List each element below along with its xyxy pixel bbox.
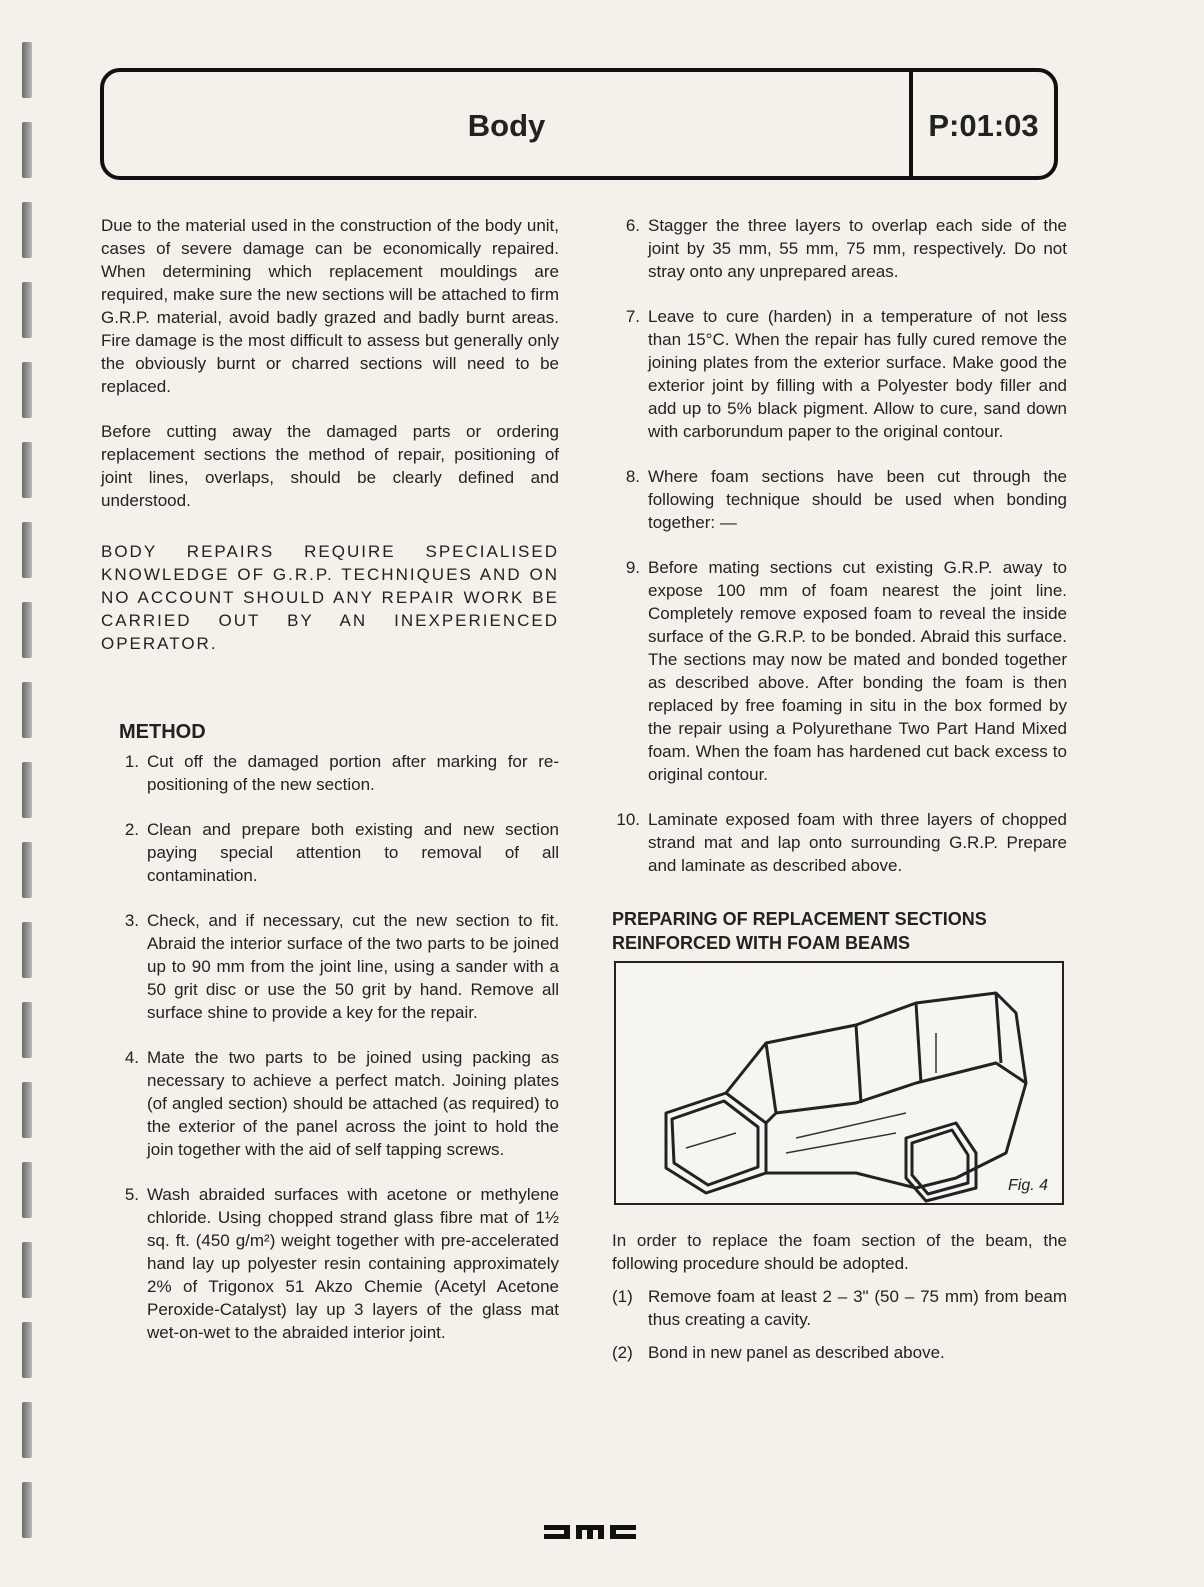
page-code: P:01:03 [928,108,1039,143]
binder-holes [14,30,44,1570]
step-text: Check, and if necessary, cut the new section to fit. Abraid the interior surface of the two parts to be joined up to 90 mm from the joint line, using a sander with a 50 grit disc or use the 50 grit by hand. Remove all surface shine to provide a key for the repair. [147,911,559,1022]
step-number: 2. [124,820,139,839]
step-text: Cut off the damaged portion after marking for re-positioning of the new section. [147,752,559,794]
right-column [612,214,1067,1374]
step-number: 3. [124,911,139,930]
step-text: Clean and prepare both existing and new section paying special attention to removal of all contamination. [147,820,559,885]
section-heading: PREPARING OF REPLACEMENT SECTIONS REINFORCED WITH FOAM BEAMS [612,909,987,953]
foam-beam-figure [614,961,1064,1205]
method-step [612,214,1067,283]
method-step [111,1183,559,1344]
step-text: Mate the two parts to be joined using packing as necessary to achieve a perfect match. Joining plates (of angled section) should be attached (as required) to the exterior of the panel across the joint to hold the join together with the aid of self tapping screws. [147,1048,559,1159]
step-text: Where foam sections have been cut through the following technique should be used when bonding together: — [648,467,1067,532]
method-step [612,465,1067,534]
method-step [111,750,559,796]
method-step [612,556,1067,786]
procedure-step [612,1341,1067,1364]
method-step [612,305,1067,443]
left-column [101,214,559,1366]
step-number: 5. [124,1185,139,1204]
step-number: 1. [124,752,139,771]
step-number: 7. [625,307,640,326]
method-step [111,909,559,1024]
dmc-logo [540,1516,640,1548]
step-text: Before mating sections cut existing G.R.P. away to expose 100 mm of foam nearest the joint line. Completely remove exposed foam to reveal the inside surface of the G.R.P. to be bonded. Abraid this surface. The sections may now be mated and bonded together as described above. After bonding the foam is then replaced by free foaming in situ in the box formed by the repair using a Polyurethane Two Part Hand Mixed foam. When the foam has hardened cut back excess to original contour. [648,558,1067,784]
step-number: 8. [625,467,640,486]
step-number: 10. [616,810,640,829]
procedure-number: (1) [612,1287,633,1306]
method-step [111,818,559,887]
foam-beam-illustration [616,963,1062,1203]
procedure-intro: In order to replace the foam section of the beam, the following procedure should be adopted. [612,1231,1067,1273]
intro-paragraph: Due to the material used in the construction of the body unit, cases of severe damage can be economically repaired. When determining which replacement mouldings are required, make sure the new sections will be attached to firm G.R.P. material, avoid badly grazed and badly burnt areas. Fire damage is the most difficult to assess but generally only the obviously burnt or charred sections will need to be replaced. [101,216,559,396]
procedure-number: (2) [612,1343,633,1362]
step-number: 9. [625,558,640,577]
step-number: 4. [124,1048,139,1067]
method-heading: METHOD [119,721,206,743]
procedure-text: Remove foam at least 2 – 3" (50 – 75 mm) from beam thus creating a cavity. [648,1287,1067,1329]
step-text: Stagger the three layers to overlap each side of the joint by 35 mm, 55 mm, 75 mm, respectively. Do not stray onto any unprepared areas. [648,216,1067,281]
procedure-step [612,1285,1067,1331]
method-step [612,808,1067,877]
procedure-text: Bond in new panel as described above. [648,1343,945,1362]
page-header [100,68,1058,180]
method-step [111,1046,559,1161]
warning-paragraph: BODY REPAIRS REQUIRE SPECIALISED KNOWLEDGE OF G.R.P. TECHNIQUES AND ON NO ACCOUNT SHOULD ANY REPAIR WORK BE CARRIED OUT BY AN INEXPERIENCED OPERATOR. [101,542,559,653]
before-paragraph: Before cutting away the damaged parts or ordering replacement sections the method of repair, positioning of joint lines, overlaps, should be clearly defined and understood. [101,422,559,510]
step-number: 6. [625,216,640,235]
step-text: Leave to cure (harden) in a temperature of not less than 15°C. When the repair has fully cured remove the joining plates from the exterior surface. Make good the exterior joint by filling with a Polyester body filler and add up to 5% black pigment. Allow to cure, sand down with carborundum paper to the original contour. [648,307,1067,441]
step-text: Laminate exposed foam with three layers of chopped strand mat and lap onto surrounding G.R.P. Prepare and laminate as described above. [648,810,1067,875]
page-title: Body [467,108,546,143]
figure-label: Fig. 4 [1007,1177,1048,1194]
step-text: Wash abraided surfaces with acetone or methylene chloride. Using chopped strand glass fibre mat of 1½ sq. ft. (450 g/m²) weight together with pre-accelerated hand lay up polyester resin containing approximately 2% of Trigonox 51 Akzo Chemie (Acetyl Acetone Peroxide-Catalyst) lay up 3 layers of the glass mat wet-on-wet to the abraided interior joint. [147,1185,559,1342]
